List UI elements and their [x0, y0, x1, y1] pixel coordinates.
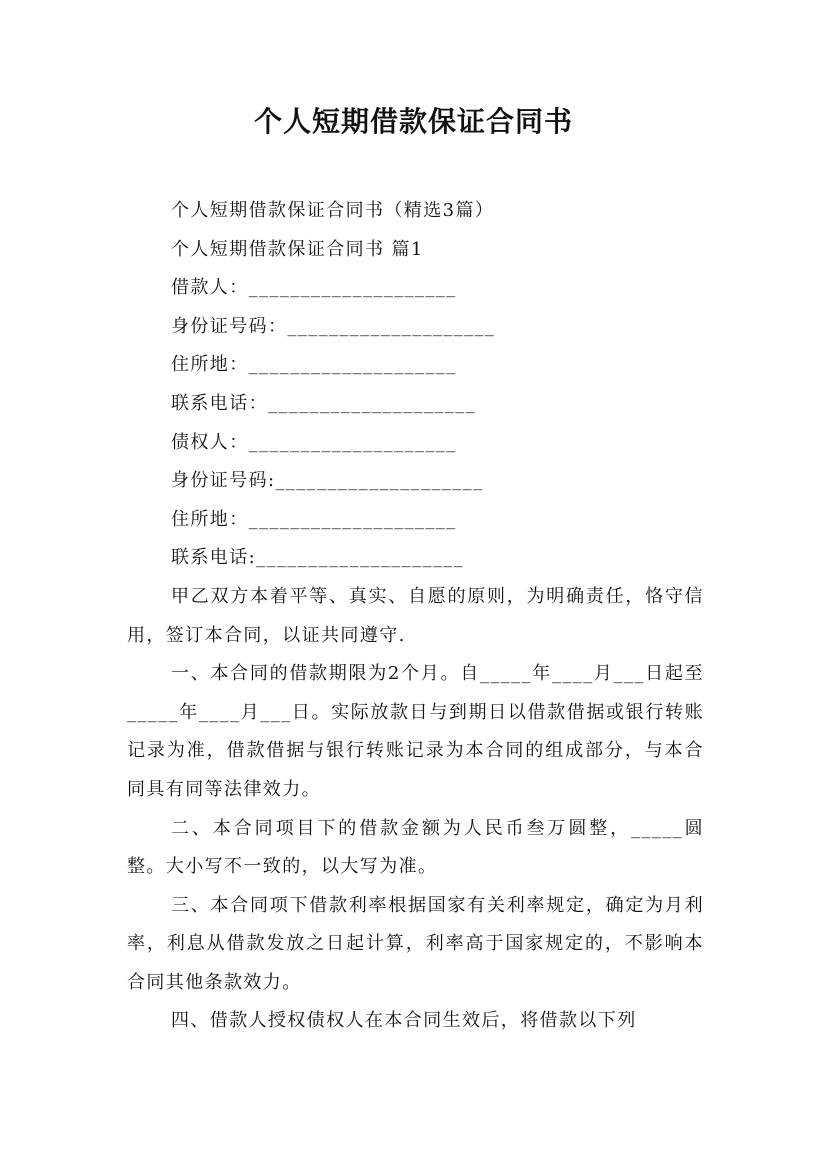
borrower-id-field: 身份证号码：____________________	[171, 315, 496, 337]
borrower-field: 借款人：____________________	[171, 277, 457, 299]
paragraph-preamble: 甲乙双方本着平等、真实、自愿的原则，为明确责任，恪守信用，签订本合同，以证共同遵守.	[127, 585, 704, 646]
borrower-address-field: 住所地：____________________	[171, 354, 457, 376]
paragraph-clause-4: 四、借款人授权债权人在本合同生效后，将借款以下列	[171, 1010, 637, 1032]
paragraph-clause-2: 二、本合同项目下的借款金额为人民币叁万圆整，_____圆整。大小写不一致的，以大写为准。	[127, 817, 704, 878]
document-body	[127, 192, 704, 1041]
creditor-id-field: 身份证号码:____________________	[171, 470, 484, 492]
paragraph-clause-3: 三、本合同项下借款利率根据国家有关利率规定，确定为月利率，利息从借款发放之日起计算，利率高于国家规定的，不影响本合同其他条款效力。	[127, 894, 704, 993]
creditor-phone-field: 联系电话:____________________	[171, 547, 465, 569]
paragraph-clause-1: 一、本合同的借款期限为2个月。自_____年____月___日起至_____年____月___日。实际放款日与到期日以借款借据或银行转账记录为准，借款借据与银行转账记录为本合同的组成部分，与本合同具有同等法律效力。	[127, 663, 704, 800]
document-title: 个人短期借款保证合同书	[253, 105, 573, 138]
borrower-phone-field: 联系电话：____________________	[171, 392, 476, 414]
section-heading: 个人短期借款保证合同书 篇1	[171, 238, 424, 260]
creditor-address-field: 住所地：____________________	[171, 508, 457, 530]
creditor-field: 债权人：____________________	[171, 431, 457, 453]
subtitle-line: 个人短期借款保证合同书（精选3篇）	[171, 200, 495, 221]
